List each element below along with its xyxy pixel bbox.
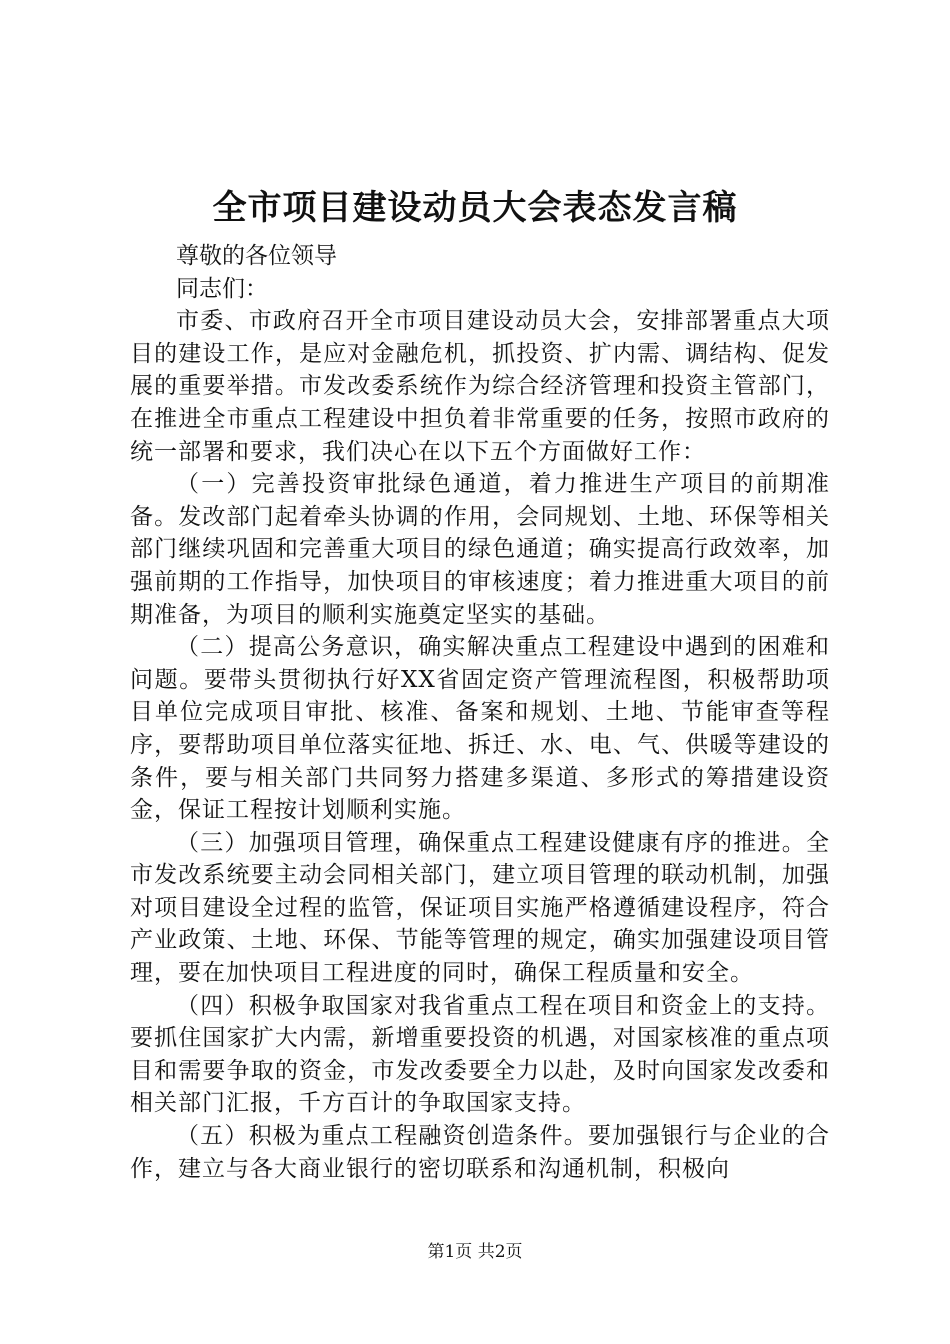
document-title: 全市项目建设动员大会表态发言稿 (212, 188, 738, 228)
paragraph-point-3: （三）加强项目管理，确保重点工程建设健康有序的推进。全市发改系统要主动会同相关部门，建立项目管理的联动机制，加强对项目建设全过程的监管，保证项目实施严格遵循建设程序，符合产业政策、土地、环保、节能等管理的规定，确实加强建设项目管理，要在加快项目工程进度的同时，确保工程质量和安全。 (130, 829, 830, 987)
salutation-comrades: 同志们： (176, 275, 268, 302)
paragraph-point-2: （二）提高公务意识，确实解决重点工程建设中遇到的困难和问题。要带头贯彻执行好XX省固定资产管理流程图，积极帮助项目单位完成项目审批、核准、备案和规划、土地、节能审查等程序，要帮助项目单位落实征地、拆迁、水、电、气、供暖等建设的条件，要与相关部门共同努力搭建多渠道、多形式的筹措建设资金，保证工程按计划顺利实施。 (130, 634, 830, 824)
page-indicator: 第1页 共2页 (427, 1242, 523, 1262)
paragraph-point-5: （五）积极为重点工程融资创造条件。要加强银行与企业的合作，建立与各大商业银行的密切联系和沟通机制，积极向 (130, 1123, 830, 1182)
paragraph-intro: 市委、市政府召开全市项目建设动员大会，安排部署重点大项目的建设工作，是应对金融危机，抓投资、扩内需、调结构、促发展的重要举措。市发改委系统作为综合经济管理和投资主管部门，在推进全市重点工程建设中担负着非常重要的任务，按照市政府的统一部署和要求，我们决心在以下五个方面做好工作： (130, 308, 830, 465)
paragraph-point-1: （一）完善投资审批绿色通道，着力推进生产项目的前期准备。发改部门起着牵头协调的作用，会同规划、土地、环保等相关部门继续巩固和完善重大项目的绿色通道；确实提高行政效率，加强前期的工作指导，加快项目的审核速度；着力推进重大项目的前期准备，为项目的顺利实施奠定坚实的基础。 (130, 471, 830, 628)
salutation-leaders: 尊敬的各位领导 (176, 243, 337, 269)
paragraph-point-4: （四）积极争取国家对我省重点工程在项目和资金上的支持。要抓住国家扩大内需，新增重要投资的机遇，对国家核准的重点项目和需要争取的资金，市发改委要全力以赴，及时向国家发改委和相关部门汇报，千方百计的争取国家支持。 (130, 992, 830, 1117)
document-body (130, 208, 830, 1185)
